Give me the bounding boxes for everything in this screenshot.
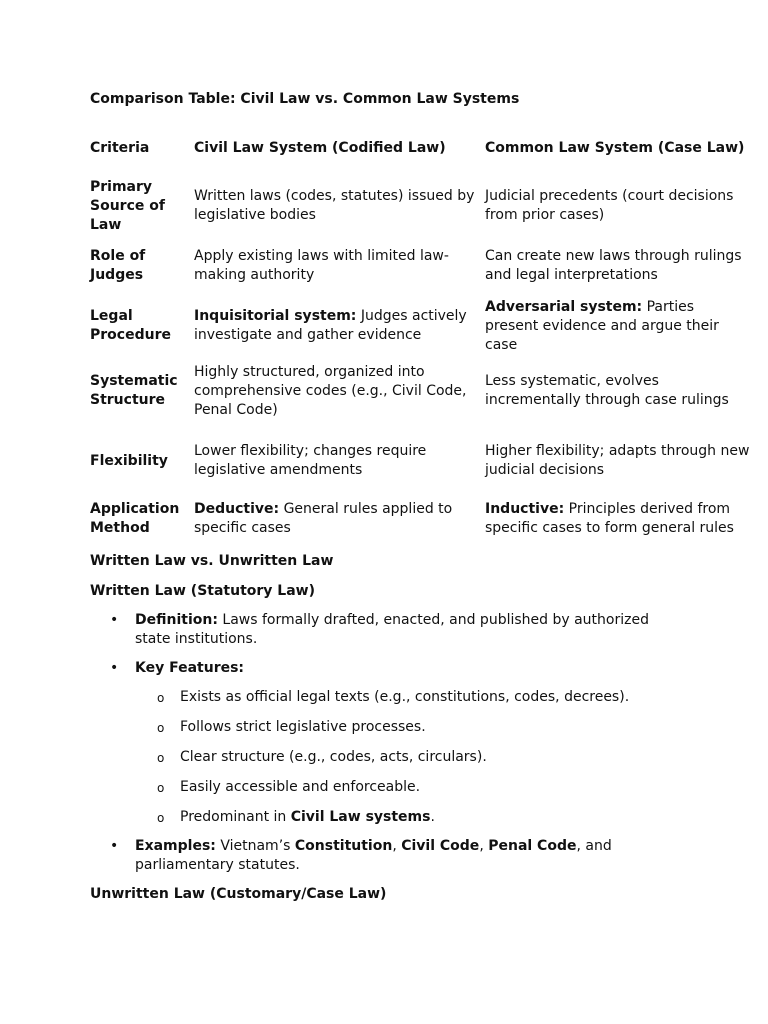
key-features-list xyxy=(135,688,675,827)
row-common: Less systematic, evolves incrementally through case rulings xyxy=(485,373,729,408)
row-civil: Apply existing laws with limited law-making authority xyxy=(194,248,449,283)
list-item: o Easily accessible and enforceable. xyxy=(135,778,675,797)
written-law-list xyxy=(90,611,750,875)
list-item: o Predominant in Civil Law systems. xyxy=(135,808,675,827)
table-row xyxy=(90,296,750,356)
row-common: Can create new laws through rulings and legal interpretations xyxy=(485,248,742,283)
sub-bullet-icon: o xyxy=(157,721,165,735)
unwritten-law-heading: Unwritten Law (Customary/Case Law) xyxy=(90,886,387,902)
sub-bullet-icon: o xyxy=(157,811,165,825)
list-item: o Clear structure (e.g., codes, acts, circulars). xyxy=(135,748,675,767)
header-civil-law: Civil Law System (Codified Law) xyxy=(194,140,446,156)
comparison-table xyxy=(90,121,750,541)
document-page xyxy=(90,90,750,904)
row-civil: Written laws (codes, statutes) issued by legislative bodies xyxy=(194,188,475,223)
document-title: Comparison Table: Civil Law vs. Common Law Systems xyxy=(90,91,520,107)
row-common: Inductive: Principles derived from specific cases to form general rules xyxy=(485,500,734,536)
row-criteria: Role of Judges xyxy=(90,248,146,283)
table-row xyxy=(90,236,750,296)
written-law-heading: Written Law (Statutory Law) xyxy=(90,583,315,599)
row-criteria: Primary Source of Law xyxy=(90,178,165,233)
row-civil: Lower flexibility; changes require legislative amendments xyxy=(194,443,427,478)
sub-bullet-icon: o xyxy=(157,691,165,705)
list-item-examples: • Examples: Vietnam’s Constitution, Civil Code, Penal Code, and parliamentary statutes. xyxy=(110,838,612,873)
section-heading: Written Law vs. Unwritten Law xyxy=(90,553,334,569)
row-common: Adversarial system: Parties present evidence and argue their case xyxy=(485,298,719,353)
row-common: Higher flexibility; adapts through new judicial decisions xyxy=(485,443,750,478)
row-criteria: Legal Procedure xyxy=(90,308,171,343)
list-item: o Exists as official legal texts (e.g., constitutions, codes, decrees). xyxy=(135,688,675,707)
row-criteria: Flexibility xyxy=(90,452,168,469)
list-item-key-features: • Key Features: o Exists as official legal texts (e.g., constitutions, codes, decrees). o Follows strict legislative processes. o Clear structure (e.g., codes, acts, circulars). o Easily accessible and enforceable. o Predominant in Civil Law systems. xyxy=(90,659,675,827)
row-civil: Highly structured, organized into comprehensive codes (e.g., Civil Code, Penal Code) xyxy=(194,363,467,418)
row-common: Judicial precedents (court decisions from prior cases) xyxy=(485,188,734,223)
list-item-definition: • Definition: Laws formally drafted, enacted, and published by authorized state institutions. xyxy=(110,612,649,647)
table-row xyxy=(90,496,750,541)
row-criteria: Application Method xyxy=(90,500,180,536)
header-criteria: Criteria xyxy=(90,140,150,156)
bullet-icon: • xyxy=(110,838,119,854)
table-row xyxy=(90,356,750,426)
row-criteria: Systematic Structure xyxy=(90,373,178,408)
list-item: o Follows strict legislative processes. xyxy=(135,718,675,737)
row-civil: Inquisitorial system: Judges actively investigate and gather evidence xyxy=(194,308,467,343)
table-row xyxy=(90,426,750,496)
bullet-icon: • xyxy=(110,612,119,628)
row-civil: Deductive: General rules applied to specific cases xyxy=(194,500,453,536)
header-common-law: Common Law System (Case Law) xyxy=(485,140,745,156)
sub-bullet-icon: o xyxy=(157,751,165,765)
table-header-row xyxy=(90,121,750,176)
sub-bullet-icon: o xyxy=(157,781,165,795)
table-row xyxy=(90,176,750,236)
bullet-icon: • xyxy=(110,660,119,676)
